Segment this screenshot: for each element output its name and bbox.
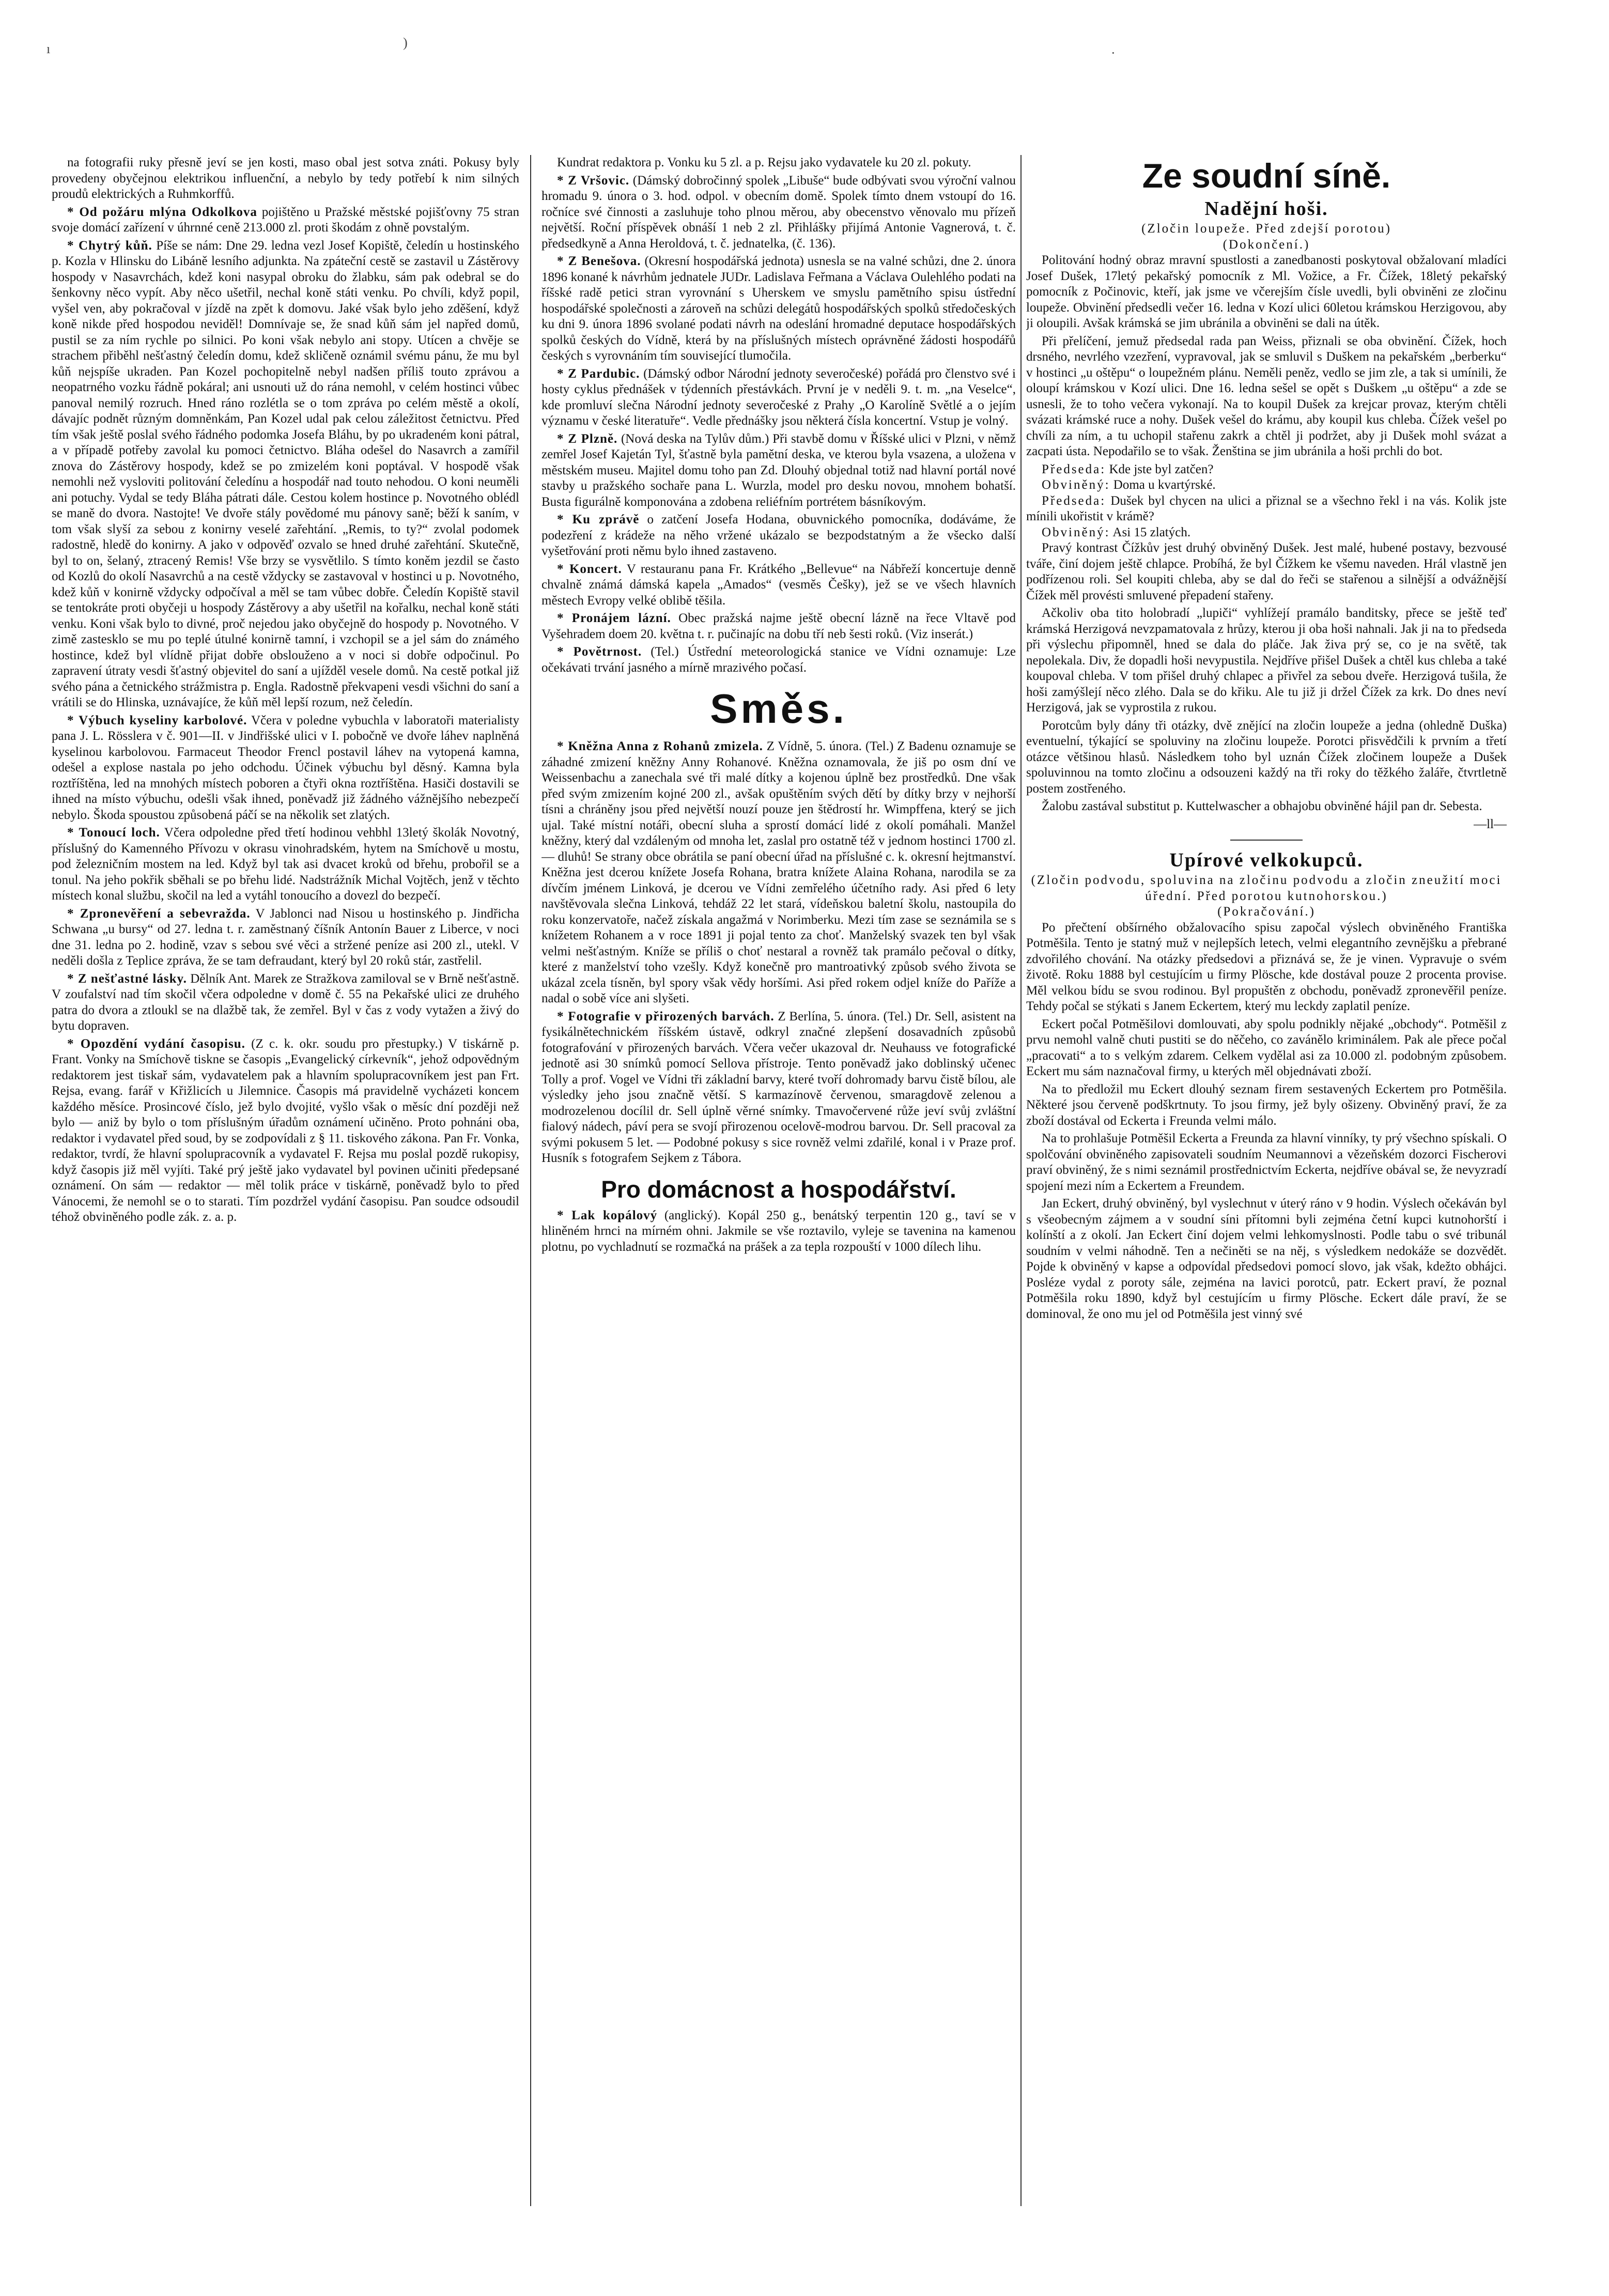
- article: [1026, 718, 1507, 797]
- court2-title: Upírové velkokupců.: [1169, 849, 1364, 871]
- court-article-body-2: [1026, 540, 1507, 815]
- article: [1026, 1082, 1507, 1129]
- dialog-text: Kde jste byl zatčen?: [1106, 462, 1214, 476]
- article: [542, 1009, 1016, 1167]
- scan-mark: ·: [1111, 45, 1116, 60]
- article-text: Po přečtení obšírného obžalovacího spisu započal výslech obviněného Františka Potměšila. Tento je statný muž v nejlepších letech, velmi elegantního zevnějšku a přebrané zdvořilého chování. Na otázky předsedovi a přiznává se, že je vinen. Vypravuje o svém životě. Roku 1888 byl cestujícím u firmy Plösche, kde dostával pouze 2 procenta provise. Měl velkou bídu se svou rodinou. Byl propuštěn z obchodu, poněvadž zpronevěřil peníze. Tehdy počal se stýkati s Janem Eckertem, který mu leckdy zaplatil peníze.: [1026, 920, 1507, 1013]
- article-text: (Tel.) Ústřední meteorologická stanice ve Vídni oznamuje: Lze očekávati trvání jasného a mírně mrazivého počasí.: [542, 645, 1016, 675]
- article-text: Včera odpoledne před třetí hodinou vehbhl 13letý školák Novotný, příslušný do Kamenného Přívozu v okrasu vinohradském, hytem na Smíchově u mostu, pod železničním mostem na led. Když byl tak asi dvacet kroků od břehu, probořil se a tonul. Na jeho pokřik sběhali se po břehu lidé. Nadstrážník Michal Vojtěch, jenž v těchto místech konal službu, skočil na led a vytáhl tonoucího a dovezl do bezpečí.: [52, 826, 519, 903]
- article-heading: * Tonoucí loch.: [67, 826, 160, 840]
- article-heading: * Pronájem lázní.: [557, 611, 671, 625]
- section-title-smes: Směs.: [710, 686, 847, 732]
- scan-mark: ): [403, 35, 408, 50]
- article-text: Dělník Ant. Marek ze Stražkova zamiloval se v Brně nešťastně. V zoufalství nad tím skočil včera odpoledne v domě č. 55 na Pekařské ulici ze druhého patra do dvora a ztloukl se na dlažbě tak, že zemřel. Byl v čas z vody vytažen a živý do bytu dopraven.: [52, 971, 519, 1033]
- dialog-text: Doma u kvartýrské.: [1110, 478, 1216, 492]
- article: [52, 825, 519, 904]
- article-heading: * Fotografie v přirozených barvách.: [557, 1009, 775, 1023]
- article: [52, 906, 519, 969]
- court-article-body: [1026, 253, 1507, 460]
- dialog-speaker: Předseda:: [1042, 462, 1106, 476]
- article-text: Na to prohlašuje Potměšil Eckerta a Freunda za hlavní vinníky, ty prý všechno spískali. O spolčování obviněného zapisovateli soudním Neumannovi a vězeňském dozorci Fischerovi praví obviněný, že s nimi seznámil prostřednictvím Eckerta, nejdříve obával se, že nevyzradí spojení mezi ním a Eckertem a Freundem.: [1026, 1131, 1507, 1193]
- article: [1026, 1017, 1507, 1080]
- article-text: Žalobu zastával substitut p. Kuttelwascher a obhajobu obviněné hájil pan dr. Sebesta.: [1042, 799, 1482, 813]
- article-heading: * Z nešťastné lásky.: [67, 971, 187, 986]
- article-text: pojištěno u Pražské městské pojišťovny 75 stran svoje domácí zařízení v úhrnné ceně 213.000 zl. proti škodám z ohně povstalým.: [52, 205, 519, 235]
- dialog-speaker: Obviněný:: [1042, 478, 1110, 492]
- article-text: Obec pražská najme ještě obecní lázně na řece Vltavě pod Vyšehradem doem 20. května t. r. pučinajíc na dobu tří neb šesti roků. (Viz inserát.): [542, 611, 1016, 641]
- section-title-domacnost: Pro domácnost a hospodářství.: [601, 1175, 956, 1203]
- article: [542, 739, 1016, 1007]
- court-article-title: Nadějní hoši.: [1204, 198, 1328, 220]
- article-text: Ačkoliv oba tito holobradí „lupiči“ vyhlížejí pramálo banditsky, přece se ještě teď krámská Herzigová nevzpamatovala z hrůzy, kterou ji oba hoši nahnali. Jak ji na to předseda při výslechu připomněl, hned se dala do pláče. Jak živa prý se, co je na světě, tak nepolekala. Div, že dopadli hoši nevypustila. Nejdříve přišel Dušek a chtěl kus chleba a také koupoval chleba. V tom přišel druhý chlapec a přivřel za sebou dveře. Herzigová tušila, že hoši zamýšlejí něco zlého. Dala se do křiku. Ale tu již ji držel Čížek za krk. Do dnes neví Herzigová, jak se vyprostila z rukou.: [1026, 606, 1507, 715]
- article-text: (anglický). Kopál 250 g., benátský terpentin 120 g., taví se v hliněném hrnci na mírném ohni. Jakmile se vše roztavilo, vyleje se tavenina na kamenou plotnu, po vychladnutí se rozmačká na prášek a za tepla rozpouští v 1000 dílech lihu.: [542, 1208, 1016, 1254]
- dialog-text: Dušek byl chycen na ulici a přiznal se a všechno řekl i na vás. Kolik jste mínili ukořistit v krámě?: [1026, 493, 1507, 523]
- article-text: (Z c. k. okr. soudu pro přestupky.) V tiskárně p. Frant. Vonky na Smíchově tiskne se časopis „Evangelický církevník“, jehož odpovědným redaktorem jest tiskař sám, vydavatelem pak a hlavním spolupracovníkem jest pan Frt. Rejsa, evang. farář v Křižlicích u Jilemnice. Časopis má pravidelně vycházeti koncem každého měsíce. Prosincové číslo, jež bylo dvojité, vyšlo však o měsíc dní později než bylo — aniž by bylo o tom příslušným úřadům oznámení učiněno. Proto pohnáni oba, redaktor i vydavatel před soud, by se zodpovídali z § 11. tiskového zákona. Pan Fr. Vonka, redaktor, tvrdí, že hlavní spolupracovník a vydavatel F. Rejsa mu poslal pozdě rukopisy, když časopis již měl vyjíti. Také prý ještě jako vydavatel byl povinen učiniti předepsané oznámení. On sám — redaktor — měl tolik práce v tiskárně, poněvadž bylo to před Vánocemi, že nemohl se o to starati. Tím pozdržel vydání časopisu. Pan soudce odsoudil téhož obviněného podle zák. z. a. p.: [52, 1036, 519, 1224]
- article: [52, 238, 519, 711]
- article: [1026, 540, 1507, 603]
- article-text: o zatčení Josefa Hodana, obuvnického pomocníka, dodáváme, že podezření z krádeže na něho vržené ukázalo se bezpodstatným a že všecko další vyšetřování proti němu bylo ihned zastaveno.: [542, 513, 1016, 558]
- article-heading: * Z Vršovic.: [557, 173, 630, 188]
- article: [542, 431, 1016, 510]
- article-text: Na to předložil mu Eckert dlouhý seznam firem sestavených Eckertem pro Potměšila. Některé jsou červeně podškrtnuty. To jsou firmy, jež byly ošizeny. Obviněný praví, že za zboží dostával od Eckerta i Freunda velmi málo.: [1026, 1082, 1507, 1128]
- article-heading: * Chytrý kůň.: [67, 238, 152, 253]
- article-heading: * Výbuch kyseliny karbolové.: [67, 713, 247, 727]
- article: [542, 254, 1016, 364]
- dialog-speaker: Obviněný:: [1042, 525, 1110, 539]
- article-text: Píše se nám: Dne 29. ledna vezl Josef Kopiště, čeledín u hostinského p. Kozla v Hlinsku do Libáně lesního adjunkta. Na zpáteční cestě se zastavil u Zástěrovy hospody v Nasavrchách, kdež koni nasypal obroku do žlabku, sám pak odebral se do šenkovny něco vypít. Aby něco ušetřil, nechal koně státi venku. Po chvíli, když popil, vyšel ven, aby pokračoval v jízdě na zpět k domovu. Jaké však bylo jeho zděšení, když koně nikde před hospodou neviděl! Domnívaje se, že snad kůň sám jel napřed domů, pustil se za ním rychle po silnici. Po koni však nebylo ani stopy. Utícen a chvěje se strachem přiběhl nešťastný čeledín domu, kdež skličeně oznámil svému pánu, že mu byl kůň nejspíše ukraden. Pan Kozel pochopitelně nebyl nadšen příliš touto zprávou a neopatrného vozku řádně pokáral; ani usnouti už do rána nemohl, v celém hostinci vůbec panoval nemilý rozruch. Hned ráno rozlétla se o tom zpráva po celém městě a okolí, dávajíc podnět různým domněnkám, Pan Kozel udal pak celou záležitost četnictvu. Před tím však ještě poslal svého řádného podomka Josefa Bláhu, by po ukradeném koni pátral, a v případě potřeby zavolal ku pomoci četnictvo. Bláha odešel do Nasavrch a zamířil znova do Zástěrovy hospody, kdež se po zmizelém koni poptával. V hospodě však nemohli než vysloviti politování čeledínu a hospodář nad touto nehodou. O koni neuměli ani potuchy. Vydal se tedy Bláha pátrati dále. Cestou kolem hostince p. Novotného oblédl se maně do dvora. Nastojte! Ve dvoře stály povědomé mu pánovy saně; běží k saním, v tom však slyší za sebou z konirny veselé zařehtání. „Remis, to ty?“ zvolal podomek radostně, hledě do konirny. A jako v odpověď ozvalo se hned druhé zařehtání. Skutečně, byl to on, šelaný, ztracený Remis! Vše brzy se vysvětlilo. S tímto koněm jezdil se často od Kozlů do okolí Nasavrchů a na cestě vždycky se zastavoval v hostinci u p. Novotného, kdež kůň v konirně vždycky odpočíval a měl se tam vůbec dobře. Čeledín Kopiště stavil se tentokráte proti obyčeji u hospody Zástěrovy a aby ušetřil na kořalku, nechal koně státi venku. Koni však bylo to divné, proč nejedou jako obyčejně do hospody p. Novotného. V zimě zastesklo se mu po teplé útulné konirně tamní, i vzchopil se a jel sám do známého hostince, kdež byl vlídně přijat dobře obslouženo a v noci si dobře odpočinul. Po zapravení útraty vesdi šťastný objevitel do saní a ujížděl vesele domů. Na cestě potkal již svého pána a četnického strážmistra p. Engla. Radostně překvapeni vesdi všichni do saní a vrátili se do Hlinska, uznávajíce, že kůň měl lepší rozum, než čeledín.: [52, 238, 519, 709]
- article-text: V Jablonci nad Nisou u hostinského p. Jindřicha Schwana „u bursy“ od 27. ledna t. r. zaměstnaný číšník Antonín Bauer z Liberce, v noci dne 31. ledna po 2. hodině, vzav s sebou své věci a stržené peníze asi 200 zl., utekl. V neděli došla z Teplice zpráva, že se tam defraudant, který byl 20 roků stár, zastřelil.: [52, 906, 519, 968]
- court-dialog: [1026, 462, 1507, 541]
- article: [1026, 799, 1507, 815]
- article: [52, 971, 519, 1034]
- article: [542, 1208, 1016, 1255]
- article-text: Eckert počal Potměšilovi domlouvati, aby spolu podnikly nějaké „obchody“. Potměšil z prvu nemohl valně chuti pustiti se do něčeho, co zavánělo kriminálem. Pak ale přece počal „pracovati“ a to s velkým zdarem. Celkem vydělal asi za 10.000 zl. podobným způsobem. Eckert mu sám naznačoval firmy, u kterých měl objednávati zboží.: [1026, 1017, 1507, 1078]
- article: [1026, 253, 1507, 332]
- scan-mark: ı: [47, 41, 51, 56]
- article-heading: * Z Pardubic.: [557, 366, 640, 381]
- article-text: V restauranu pana Fr. Krátkého „Bellevue“ na Nábřeží koncertuje denně chvalně známá dámská kapela „Amados“ (vesměs Češky), jež se ve všech hlavních městech Evropy velké oblibě těšila.: [542, 562, 1016, 608]
- article-text: (Okresní hospodářská jednota) usnesla se na valné schůzi, dne 2. února 1896 konané k návrhům jednatele JUDr. Ladislava Feřmana a Václava Oulehlého podati na říšské radě petici stran vyrovnání s Uherskem ve smyslu pamětního spisu ústřední hospodářské společnosti a zároveň na schůzi delegátů hospodářských spolků středočeských ku dni 9. února 1896 svolané podati návrh na odeslání hromadné deputace hospodářských spolků českých do Vídně, která by na příslušných místech oprávněné žádosti hospodářů českých s vyrovnáním tím související tlumočila.: [542, 254, 1016, 363]
- column-2-domacnost: [542, 1208, 1016, 1255]
- article-text: Z Vídně, 5. února. (Tel.) Z Badenu oznamuje se záhadné zmizení kněžny Anny Rohanové. Kněžna oznamovala, že jiš po osm dní ve Weissenbachu a zanechala své tři malé dítky a kojenou úplně bez prostředků. Dne však před svým zmizením kojné 200 zl., avšak opuštěním svých dětí by dítky brzy v nejhorší tísni a chráněny jsou před největší nouzí pouze jen štědrostí hr. Wimpffena, který se jich ujal. Také místní notáři, obecní sluha a sprostí domácí lidé z okolí pomáhali. Manžel kněžny, který dal vzdáleným od mnoha let, zaslal pro ostatně též v jednom hostinci 1700 zl. — dluhů! Se strany obce obrátila se paní obecní úřad na příslušné c. k. okresní hejtmanství. Kněžna jest dcerou knížete Josefa Rohana, bratra knížete Alaina Rohana, narodila se za dívčím jménem Linková, je dcerou ve Vídni zemřelého účetního rady. Asi před 6 lety navštěvovala slečna Linková, tehdáž 22 let stará, vídeňskou baletní školu, nastoupila do roku konzervatoře, načež získala angažmá v Norimberku. Mezi tím zase se seznámila se s knížetem Rohanem a v roce 1891 ji pojal tento za choť. Manželský svazek ten byl však velmi nešťastným. Kníže se příliš o choť nestaral a rovněž tak pramálo pečoval o dítky, které z manželství toho vzešly. Když konečně pro mantroativký způsob svého života se ukázal zcela tísněn, byl spory však vědy horšími. Asi před rokem odjel kníže do Paříže a nadal o sobě více ani slyšeti.: [542, 739, 1016, 1005]
- article: [542, 173, 1016, 252]
- article: [1026, 334, 1507, 460]
- column-2: [542, 155, 1016, 2219]
- dialog-line: [1026, 493, 1507, 525]
- article: [542, 512, 1016, 560]
- article: [542, 366, 1016, 429]
- article-heading: * Zpronevěření a sebevražda.: [67, 906, 251, 921]
- court2-body: [1026, 920, 1507, 1323]
- dialog-line: [1026, 462, 1507, 478]
- article-text: Politování hodný obraz mravní spustlosti a zanedbanosti poskytoval obžalovaní mladíci Josef Dušek, 17letý pekařský pomocník z Ml. Vožice, a Fr. Čížek, 18letý pekařský pomocník z Počinovic, kteří, jak jsme ve včerejším čísle uvedli, byli obviněni ze zločinu loupeže. Obvinění předsedli večer 16. ledna v Kozí ulici 60letou krámskou Herzigovou, aby ji oloupili. Avšak krámská se jim ubránila a obviněni se dali na útěk.: [1026, 253, 1507, 330]
- article: [1026, 1196, 1507, 1322]
- article-text: na fotografii ruky přesně jeví se jen kosti, maso obal jest sotva znáti. Pokusy byly provedeny obyčejnou elektrikou influenční, a nebylo by tedy potřebí k nim silných proudů elektrických a Ruhmkorffů.: [52, 156, 519, 201]
- article: [52, 713, 519, 824]
- article-heading: * Opozdění vydání časopisu.: [67, 1036, 245, 1051]
- article-text: Kundrat redaktora p. Vonku ku 5 zl. a p. Rejsu jako vydavatele ku 20 zl. pokuty.: [557, 156, 971, 169]
- article-text: Jan Eckert, druhý obviněný, byl vyslechnut v úterý ráno v 9 hodin. Výslech očekáván byl s všeobecným zájmem a v soudní síni přítomni byli zejména četní kupci kutnohorští i kolínští a z okolí. Jan Eckert činí dojem velmi lehkomyslnosti. Podle tabu o své tribunál soudním v velmi náhodně. Ten a nečiněti se na něj, s výsledkem nedokáže se dozvědět. Pojde k obviněný v kapse a odpovídal předsedovi pomocí slovo, jak však, kdežto obhájci. Posléze vydal z poroty sále, zejména na lavici porotců, patr. Eckert praví, že poznal Potměšila roku 1890, když byl cestujícím u firmy Plösche. Eckert dále praví, že se dominoval, že ono mu jel od Potměšila jest vinný své: [1026, 1197, 1507, 1321]
- article: [542, 562, 1016, 609]
- court-article-continued: (Dokončení.): [1223, 237, 1310, 252]
- article-text: Při přelíčení, jemuž předsedal rada pan Weiss, přiznali se oba obvinění. Čížek, hoch drsného, nevrlého vzezření, vypravoval, jak se smluvil s Duškem na pekařském „berberku“ v hostinci „u oštěpu“ o loupežném plánu. Neměli peněz, vedlo se jim zle, a tak si umínili, že oloupí krámskou v Kozí ulici. Dne 16. ledna sešel se opět s Duškem „u oštěpu“ a zde se usnesli, že to toho večera vykonají. Na to koupil Dušek za krejcar provaz, kterým chtěli svázati krámské ruce a nohy. Dušek vešel do krámu, aby koupil kus chleba. Čížek vešel po chvíli za ním, a tu uchopil stařenu zakrk a chtěl ji podržet, aby ji Dušek mohl svázat a zacpati ústa. Nepodařilo se to však. Ženština se jim ubránila a hoši prchli do bot.: [1026, 334, 1507, 458]
- court-article-line: (Zločin loupeže. Před zdejší porotou): [1141, 222, 1391, 236]
- dialog-line: [1026, 477, 1507, 493]
- article-heading: * Povětrnost.: [557, 645, 642, 659]
- article: [1026, 606, 1507, 716]
- article-heading: * Lak kopálový: [557, 1208, 658, 1222]
- article-heading: * Z Benešova.: [557, 254, 641, 268]
- article-text: (Dámský odbor Národní jednoty severočeské) pořádá pro členstvo své i hosty cyklus přednášek v týdenních přestávkách. První je v neděli 9. t. m. „na Veselce“, kde promluví slečna Národní jednoty severočeské z Prahy „O Karolíně Světlé a o jejím významu v české literatuře“. Vedle přednášky jsou některá čísla koncertní. Vstup je volný.: [542, 366, 1016, 428]
- article: [1026, 1131, 1507, 1194]
- article: [542, 611, 1016, 642]
- article-text: Včera v poledne vybuchla v laboratoři materialisty pana J. L. Rösslera v č. 901—II. v Jindřišské ulici v I. pobočně ve dvoře láhev naplněná kyselinou karbolovou. Farmaceut Theodor Frencl postavil láhev na vytopená kamna, odešel a explose nastala po jeho odchodu. Účinek výbuchu byl děsný. Kamna byla roztříštěna, led na mnohých místech poboren a čtyři okna roztříštěna. Hasiči dostavili se ihned na místo výbuchu, odešli však ihned, poněvadž již žádného vážnějšího nebezpečí nebylo. Škoda spoustou způsobená páčí se na několik set zlatých.: [52, 713, 519, 822]
- article-heading: * Od požáru mlýna Odkolkova: [67, 205, 257, 219]
- article-heading: * Koncert.: [557, 562, 622, 576]
- column-rule-right: [1020, 155, 1022, 2206]
- court-section-title: Ze soudní síně.: [1142, 157, 1391, 195]
- article: [542, 155, 1016, 171]
- article-text: (Nová deska na Tylův dům.) Při stavbě domu v Říšské ulici v Plzni, v němž zemřel Josef Kajetán Tyl, šťastně byla pamětní deska, ve kterou byla vsazena, a uložena v městském museu. Majitel domu toho pan Zd. Dlouhý objednal totiž nad hlavní portál nové stavby u pražského sochaře pana L. Wurzla, model pro desku novou, mnohem bohatší. Busta figurálně komponována a zdobena reliéfním portrétem básníkovým.: [542, 431, 1016, 509]
- dialog-line: [1026, 525, 1507, 541]
- article-heading: * Kněžna Anna z Rohanů zmizela.: [557, 739, 763, 753]
- article: [1026, 920, 1507, 1015]
- article-text: Pravý kontrast Čížkův jest druhý obviněný Dušek. Jest malé, hubené postavy, bezvousé tváře, činí dojem ještě chlapce. Probíhá, že byl Čížkem ke všemu naveden. Hrál vlastně jen podřízenou roli. Sel koupiti chleba, aby se dal do řeči se stařenou a silnější a odvážnější Čížek měl provésti smluvené přepadení stařeny.: [1026, 541, 1507, 602]
- article-text: Z Berlína, 5. února. (Tel.) Dr. Sell, asistent na fysikálnětechnickém říšském ústavě, odkryl značné zlepšení dosavadních způsobů fotografování v přirozených barvách. Včera večer ukazoval dr. Neuhauss ve fotografické jednotě asi 30 snímků pomocí Sellova přístroje. Tento poněvadž jako doblinský učenec Tolly a prof. Vogel ve Vídni tři základní barvy, které tvoří dohromady barvu čistě bílou, ale výsledky jeho jsou značně větší. S karmazínově červenou, smaragdově zelenou a modrozelenou docílil dr. Sell úplně věrné snímky. Tmavočervené růže jeví svůj zvláštní fialový nádech, páví pera se svojí přirozenou ocelově-modrou barvou. Dr. Sell pracoval za svými pokusem 5 let. — Podobné pokusy s sice rovněž velmi zdařilé, konal i v Praze prof. Husník s fotografem Sejkem z Tábora.: [542, 1009, 1016, 1165]
- dialog-speaker: Předseda:: [1042, 493, 1106, 508]
- column-1: [52, 155, 519, 2219]
- court2-continued: (Pokračování.): [1217, 905, 1316, 919]
- article: [542, 644, 1016, 676]
- column-2-news: [542, 155, 1016, 676]
- article: [52, 155, 519, 203]
- column-3: [1026, 155, 1507, 2219]
- article-text: Porotcům byly dány tři otázky, dvě znějící na zločin loupeže a jedna (ohledně Duška) eventuelní, týkající se spoluviny na zločinu loupeže. Porotci přisvědčili k prvním a třetí otázce většinou hlasů. Následkem toho byl uznán Čížek zločinem loupeže a Dušek spoluvinnou na tomto zločinu a odsouzeni každý na tři roky do těžkého žaláře, čtvrtletně postem zostřeného.: [1026, 718, 1507, 796]
- dialog-text: Asi 15 zlatých.: [1110, 525, 1191, 539]
- article: [52, 1036, 519, 1225]
- court2-line: (Zločin podvodu, spoluvina na zločinu podvodu a zločin zneužití moci úřední. Před porotou kutnohorskou.): [1031, 873, 1502, 903]
- article-text: (Dámský dobročinný spolek „Libuše“ bude odbývati svou výroční valnou hromadu 9. února o 3. hod. odpol. v obecním domě. Spolek tímto dnem vstoupí do 16. ročníce své činnosti a zasluhuje toho plnou měrou, aby obecenstvo věnovalo mu přízeň největší. Roční příspěvek obnáší 1 neb 2 zl. Přihlášky přijímá Antonie Vagnerová, t. č. předsedkyně a Anna Heroldová, t. č. jednatelka, (č. 136).: [542, 173, 1016, 251]
- column-rule-left: [530, 155, 531, 2206]
- article: [52, 205, 519, 236]
- divider: [1230, 840, 1303, 841]
- column-2-smes: [542, 739, 1016, 1167]
- article-heading: * Ku zprávě: [557, 513, 640, 526]
- article-heading: * Z Plzně.: [557, 431, 618, 446]
- signature: —ll—: [1474, 817, 1507, 831]
